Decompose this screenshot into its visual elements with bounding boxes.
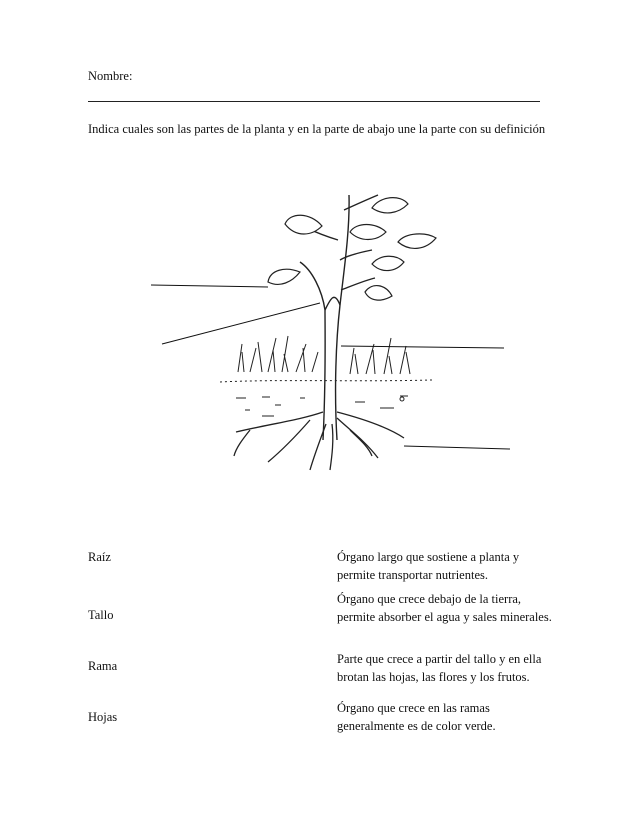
definition-3: Parte que crece a partir del tallo y en ella brotan las hojas, las flores y los frutos. [337,652,542,684]
definition-2: Órgano que crece debajo de la tierra, permite absorber el agua y sales minerales. [337,592,552,624]
term-rama: Rama [88,659,118,673]
instruction-text: Indica cuales son las partes de la planta y en la parte de abajo une la parte con su definición [88,122,546,136]
definition-1: Órgano largo que sostiene a planta y permite transportar nutrientes. [337,550,520,582]
term-raiz: Raíz [88,550,111,564]
roots [234,412,404,470]
name-label: Nombre: [88,69,133,83]
leaves [268,198,436,300]
label-lines [151,285,510,449]
ground [220,336,432,416]
term-tallo: Tallo [88,608,114,622]
definition-4: Órgano que crece en las ramas generalmente es de color verde. [337,701,496,733]
term-hojas: Hojas [88,710,118,724]
